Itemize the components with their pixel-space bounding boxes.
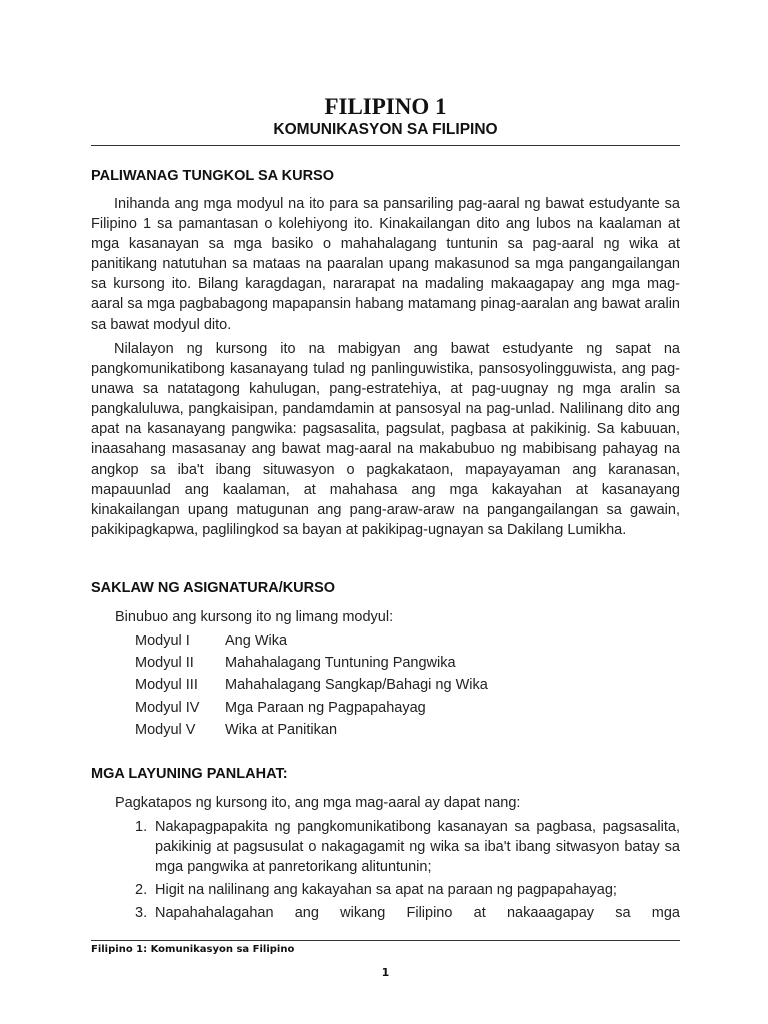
module-row (135, 719, 635, 741)
module-code: Modyul I (135, 633, 190, 649)
module-title: Mahahalagang Sangkap/Bahagi ng Wika (225, 677, 488, 694)
module-title: Ang Wika (225, 633, 288, 649)
paragraph-2: Nilalayon ng kursong ito na mabigyan ang bawat estudyante ng sapat na pangkomunikatibong kasanayang tulad ng panlinguwistika, pansosyolingguwista, ang pag-unawa sa natatagong kahulugan, pang-estratehiya, at pag-uugnay ng mga aralin sa pangkaluluwa, pangkaisipan, pandamdamin at pansosyal na pag-unlad. Nalilinang dito ang apat na kasanayang pangwika: pagsasalita, pagsulat, pagbasa at pakikinig. Sa kabuuan, inaasahang masasanay ang bawat mag-aaral na makabubuo ng mabibisang pahayag na angkop sa iba't ibang situwasyon o pagkakataon, mapayayaman ang karanasan, mapauunlad ang kaalaman, at mahahasa ang mga kakayahan at kasanayang kinakailangan upang matugunan ang pang-araw-araw na pangangailangan sa gawain, pakikipagkapwa, paglilingkod sa bayan at pakikipag-ugnayan sa Dakilang Lumikha. (91, 341, 680, 538)
document-page (91, 0, 680, 1024)
module-title: Wika at Panitikan (225, 721, 338, 738)
module-code: Modyul III (135, 677, 198, 694)
footer-text: Filipino 1: Komunikasyon sa Filipino (91, 944, 295, 955)
module-row (135, 697, 635, 719)
objective-text: Nakapagpapakita ng pangkomunikatibong kasanayan sa pagbasa, pagsasalita, pakikinig at pagsusulat o nakagagamit ng wika sa iba't ibang sitwasyon batay sa mga pangwika at panretorikang alituntunin; (155, 819, 680, 875)
section-heading-saklaw: SAKLAW NG ASIGNATURA/KURSO (91, 580, 336, 596)
objective-item (135, 880, 680, 900)
objectives-intro: Pagkatapos ng kursong ito, ang mga mag-aaral ay dapat nang: (115, 795, 521, 811)
objective-number: 3. (135, 905, 148, 921)
module-row (135, 674, 635, 696)
section-heading-layunin: MGA LAYUNING PANLAHAT: (91, 766, 288, 782)
module-title: Mga Paraan ng Pagpapahayag (225, 699, 426, 716)
page-subtitle: KOMUNIKASYON SA FILIPINO (273, 121, 498, 138)
module-code: Modyul IV (135, 699, 200, 716)
section-heading-paliwanag: PALIWANAG TUNGKOL SA KURSO (91, 168, 335, 184)
page-title: FILIPINO 1 (324, 94, 447, 119)
module-code: Modyul II (135, 655, 194, 672)
module-title: Mahahalagang Tuntuning Pangwika (225, 655, 456, 672)
modules-intro: Binubuo ang kursong ito ng limang modyul: (115, 609, 394, 625)
page-number: 1 (381, 966, 390, 979)
objective-number: 2. (135, 882, 148, 898)
module-code: Modyul V (135, 721, 196, 738)
objective-item (135, 817, 680, 877)
objective-text: Higit na nalilinang ang kakayahan sa apat na paraan ng pagpapahayag; (155, 882, 617, 898)
paragraph-1: Inihanda ang mga modyul na ito para sa pansariling pag-aaral ng bawat estudyante sa Filipino 1 sa pamantasan o kolehiyong ito. Kinakailangan dito ang lubos na kaalaman at mga kasanayan sa mga basiko o mahahalagang tuntunin sa pag-aaral ng wika at panitikang natutuhan sa mataas na paaralan upang makasunod sa mga pangangailangan sa kursong ito. Bilang karagdagan, nararapat na madaling makaagapay ang mga mag-aaral sa mga pagbabagong mapapansin habang matamang pinag-aaralan ang bawat aralin sa bawat modyul dito. (91, 196, 680, 333)
objective-item (135, 903, 680, 923)
module-list (135, 630, 635, 741)
footer-divider (91, 940, 680, 941)
objective-text: Napahahalagahan ang wikang Filipino at nakaaagapay sa mga (155, 905, 680, 921)
objectives-list (135, 817, 680, 926)
objective-number: 1. (135, 819, 148, 835)
header-divider (91, 145, 680, 146)
module-row (135, 630, 635, 652)
module-row (135, 652, 635, 674)
